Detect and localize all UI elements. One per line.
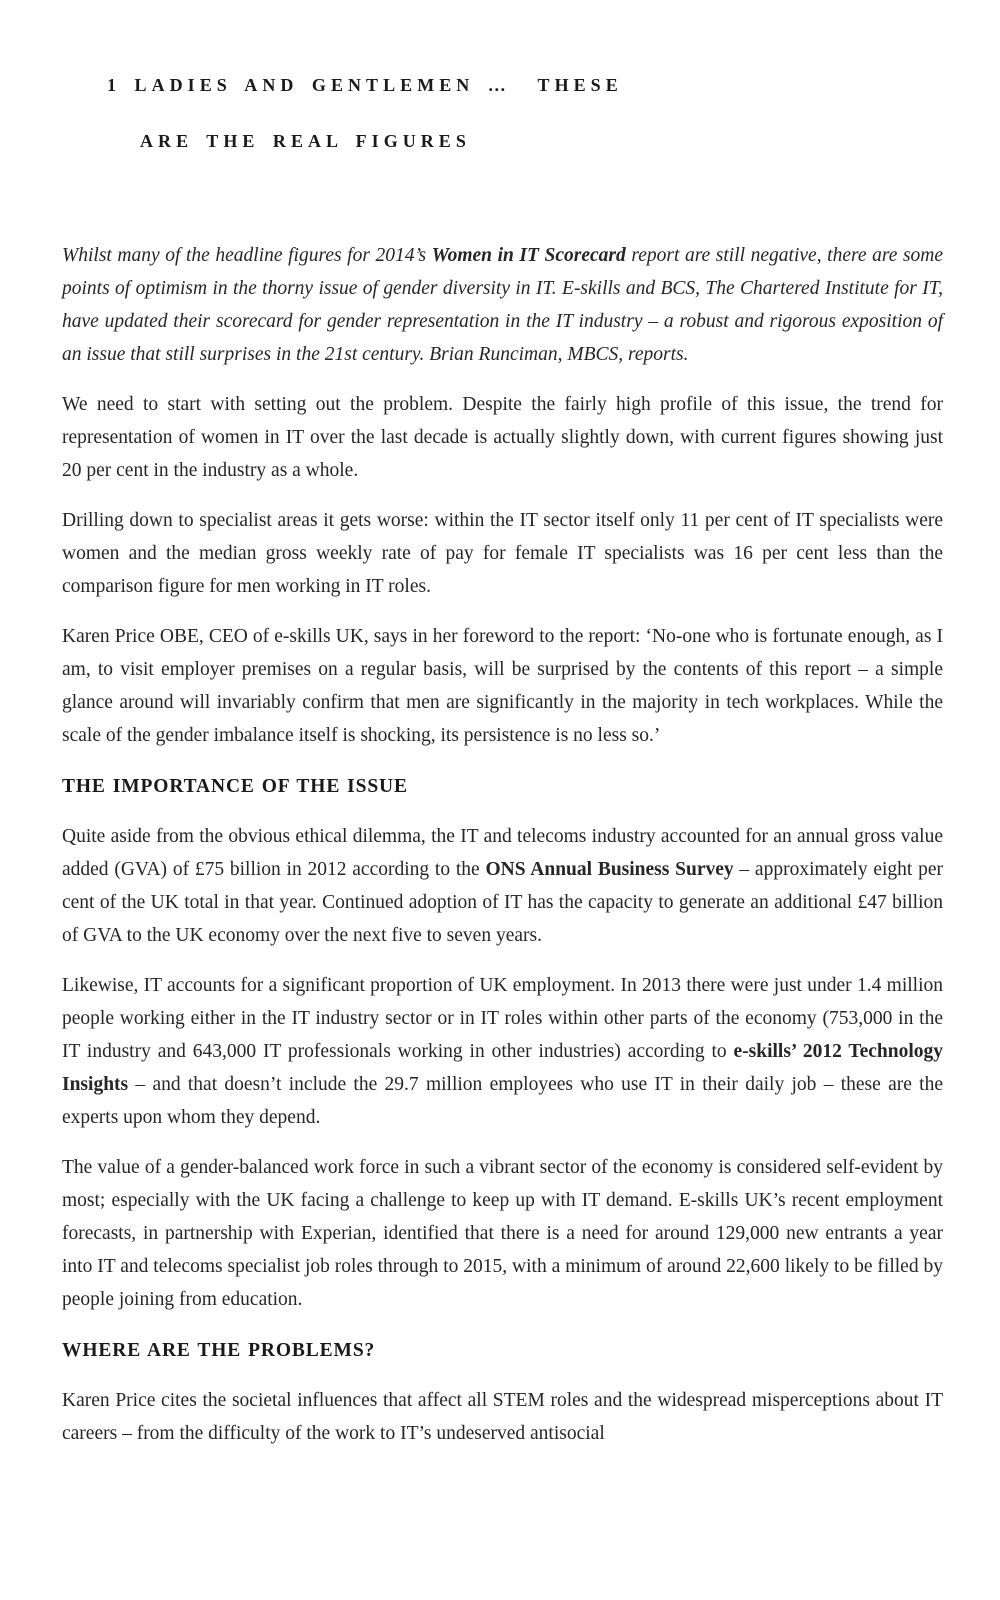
paragraph-gender-balance-value [62,1151,943,1316]
section-heading-importance: THE IMPORTANCE OF THE ISSUE [62,776,408,797]
paragraph-gva [62,820,943,952]
chapter-title-line2: ARE THE REAL FIGURES [140,131,471,151]
paragraph-karen-price-quote [62,620,943,752]
intro-paragraph [62,239,943,371]
paragraph-employment [62,969,943,1134]
text-segment: Likewise, IT accounts for a significant proportion of UK employment. In 2013 there were just under 1.4 million people working either in the IT industry sector or in IT roles within other parts of the economy (753,000 in the IT industry and 643,000 IT professionals working in other industries) according to [62,975,943,1062]
section-heading-problems: WHERE ARE THE PROBLEMS? [62,1340,376,1361]
text-segment: Quite aside from the obvious ethical dilemma, the IT and telecoms industry accounted for an annual gross value added (GVA) of £75 billion in 2012 according to the [62,826,943,880]
bold-text-segment: e-skills’ 2012 Technology Insights [62,1041,943,1095]
text-segment: Drilling down to specialist areas it gets worse: within the IT sector itself only 11 per cent of IT specialists were women and the median gross weekly rate of pay for female IT specialists was 16 per cent less than the comparison figure for men working in IT roles. [62,510,943,597]
paragraph-societal-influences [62,1384,943,1450]
text-segment: report are still negative, there are some points of optimism in the thorny issue of gender diversity in IT. E-skills and BCS, The Chartered Institute for IT, have updated their scorecard for gender representation in the IT industry – a robust and rigorous exposition of an issue that still surprises in the 21st century. Brian Runciman, MBCS, reports. [62,245,944,365]
text-segment: Karen Price OBE, CEO of e-skills UK, says in her foreword to the report: ‘No-one who is fortunate enough, as I am, to visit employer premises on a regular basis, will be surprised by the contents of this report – a simple glance around will invariably confirm that men are significantly in the majority in tech workplaces. While the scale of the gender imbalance itself is shocking, its persistence is no less so.’ [62,626,943,746]
text-segment: The value of a gender-balanced work force in such a vibrant sector of the economy is considered self-evident by most; especially with the UK facing a challenge to keep up with IT demand. E-skills UK’s recent employment forecasts, in partnership with Experian, identified that there is a need for around 129,000 new entrants a year into IT and telecoms specialist job roles through to 2015, with a minimum of around 22,600 likely to be filled by people joining from education. [62,1157,943,1310]
text-segment: – approximately eight per cent of the UK total in that year. Continued adoption of IT has the capacity to generate an additional £47 billion of GVA to the UK economy over the next five to seven years. [62,859,944,946]
paragraph-problem-setup [62,388,943,487]
bold-text-segment: Women in IT Scorecard [431,245,626,266]
text-segment: Whilst many of the headline figures for 2014’s [62,245,432,266]
text-segment: We need to start with setting out the problem. Despite the fairly high profile of this issue, the trend for representation of women in IT over the last decade is actually slightly down, with current figures showing just 20 per cent in the industry as a whole. [62,394,943,481]
text-segment: Karen Price cites the societal influences that affect all STEM roles and the widespread misperceptions about IT careers – from the difficulty of the work to IT’s undeserved antisocial [62,1390,943,1444]
paragraph-specialist-areas [62,504,943,603]
bold-text-segment: ONS Annual Business Survey [485,859,734,880]
chapter-title-line1: 1 LADIES AND GENTLEMEN … THESE [107,75,623,95]
text-segment: – and that doesn’t include the 29.7 million employees who use IT in their daily job – these are the experts upon whom they depend. [62,1074,943,1128]
chapter-title [62,73,943,153]
